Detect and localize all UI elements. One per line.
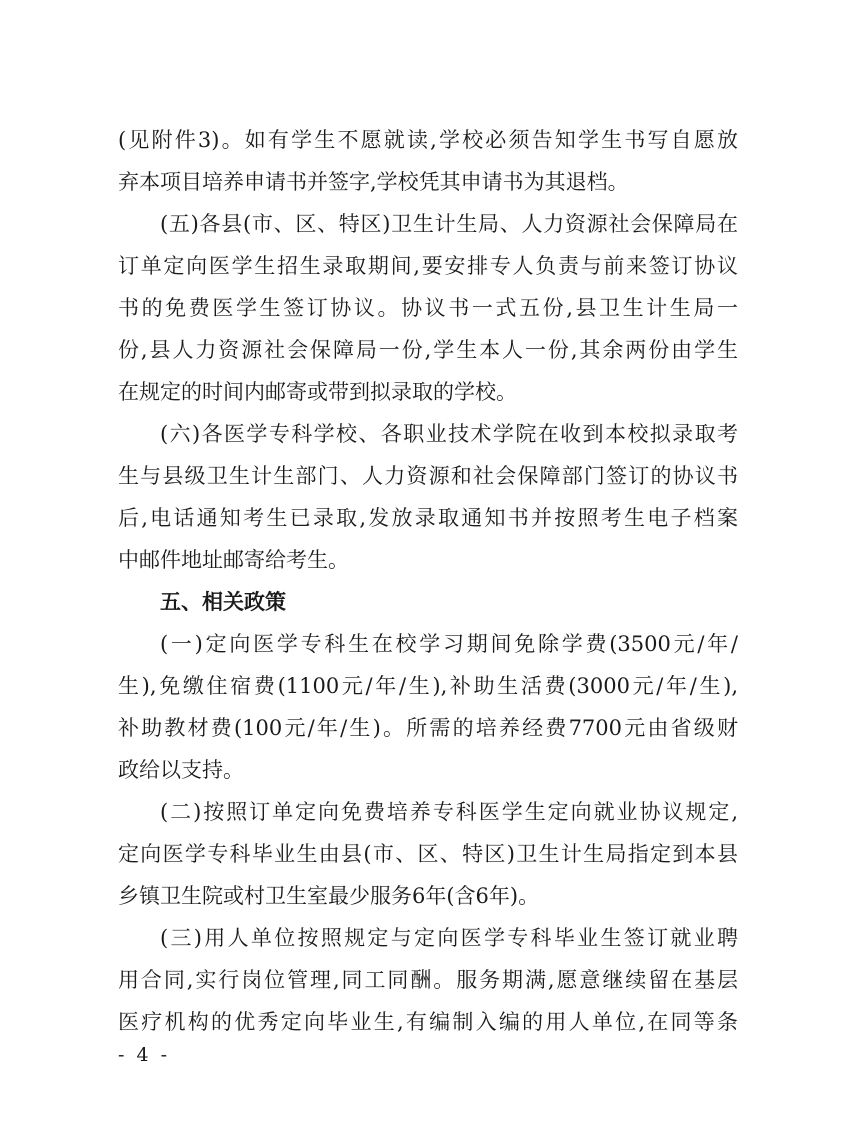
body-line: 份,县人力资源社会保障局一份,学生本人一份,其余两份由学生 <box>118 338 738 362</box>
body-line: 在规定的时间内邮寄或带到拟录取的学校。 <box>118 380 517 404</box>
paragraph-five-line: (五)各县(市、区、特区)卫生计生局、人力资源社会保障局在 <box>160 212 738 236</box>
body-line: 后,电话通知考生已录取,发放录取通知书并按照考生电子档案 <box>118 506 738 530</box>
policy-two-line: (二)按照订单定向免费培养专科医学生定向就业协议规定, <box>160 800 738 824</box>
body-line: 弃本项目培养申请书并签字,学校凭其申请书为其退档。 <box>118 170 629 194</box>
body-line: 生),免缴住宿费(1100元/年/生),补助生活费(3000元/年/生), <box>118 674 738 698</box>
body-line: (见附件3)。如有学生不愿就读,学校必须告知学生书写自愿放 <box>118 128 738 152</box>
body-line: 用合同,实行岗位管理,同工同酬。服务期满,愿意继续留在基层 <box>118 968 738 992</box>
body-line: 政给以支持。 <box>118 758 244 782</box>
body-line: 中邮件地址邮寄给考生。 <box>118 548 349 572</box>
body-line: 补助教材费(100元/年/生)。所需的培养经费7700元由省级财 <box>118 716 738 740</box>
policy-one-line: (一)定向医学专科生在校学习期间免除学费(3500元/年/ <box>160 632 738 656</box>
body-line: 生与县级卫生计生部门、人力资源和社会保障部门签订的协议书 <box>118 464 738 488</box>
body-line: 乡镇卫生院或村卫生室最少服务6年(含6年)。 <box>118 884 540 908</box>
policy-three-line: (三)用人单位按照规定与定向医学专科毕业生签订就业聘 <box>160 926 738 950</box>
section-heading: 五、相关政策 <box>160 590 286 614</box>
paragraph-six-line: (六)各医学专科学校、各职业技术学院在收到本校拟录取考 <box>160 422 738 446</box>
body-line: 订单定向医学生招生录取期间,要安排专人负责与前来签订协议 <box>118 254 738 278</box>
page-number: - 4 - <box>118 1044 171 1066</box>
body-line: 书的免费医学生签订协议。协议书一式五份,县卫生计生局一 <box>118 296 738 320</box>
body-line: 医疗机构的优秀定向毕业生,有编制入编的用人单位,在同等条 <box>118 1010 738 1034</box>
body-line: 定向医学专科毕业生由县(市、区、特区)卫生计生局指定到本县 <box>118 842 738 866</box>
